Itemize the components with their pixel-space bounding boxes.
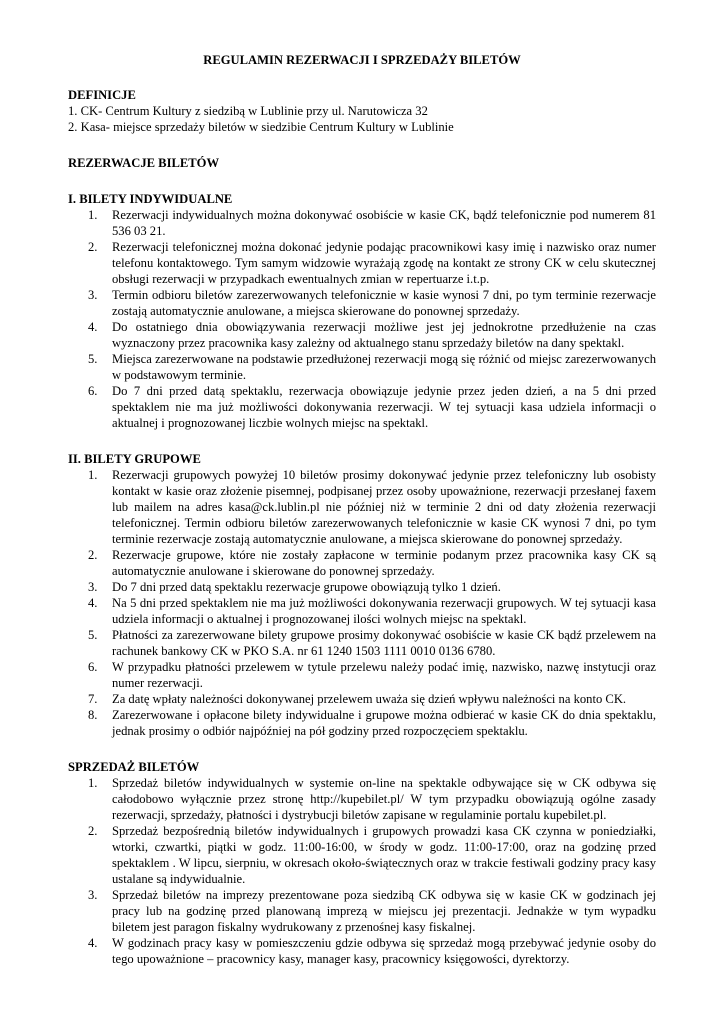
list-item-number: 1.: [88, 468, 98, 482]
list-item-text: W przypadku płatności przelewem w tytule przelewu należy podać imię, nazwisko, nazwę instytucji oraz numer rezerwacji.: [112, 660, 656, 690]
list-item-text: Do ostatniego dnia obowiązywania rezerwacji możliwe jest jej jednokrotne przedłużenie na czas wyznaczony przez pracownika kasy zależny od aktualnego stanu sprzedaży biletów na dany spektakl.: [112, 320, 656, 350]
reservations-heading: REZERWACJE BILETÓW: [68, 156, 220, 170]
list-item-text: Sprzedaż biletów na imprezy prezentowane poza siedzibą CK odbywa się w kasie CK w godzinach jej pracy lub na godzinę przed planowaną imprezą w miejscu jej prezentacji. Jednakże w tym wypadku biletem jest paragon fiskalny wydrukowany z przenośnej kasy fiskalnej.: [112, 888, 656, 934]
definition-item: 1. CK- Centrum Kultury z siedzibą w Lublinie przy ul. Narutowicza 32: [68, 104, 428, 118]
list-item: [68, 383, 656, 431]
list-item-number: 2.: [88, 548, 98, 562]
list-item-number: 6.: [88, 384, 98, 398]
list-item-number: 5.: [88, 628, 98, 642]
list-item-number: 6.: [88, 660, 98, 674]
list-item-text: Sprzedaż biletów indywidualnych w systemie on-line na spektakle odbywające się w CK odbywa się całodobowo wyłącznie przez stronę http://kupebilet.pl/ W tym przypadku obowiązują ogólne zasady rezerwacji, sprzedaży, płatności i dystrybucji biletów zapisane w regulaminie portalu kupebilet.pl.: [112, 776, 656, 822]
list-item: [68, 467, 656, 547]
list-item-text: Sprzedaż bezpośrednią biletów indywidualnych i grupowych prowadzi kasa CK czynna w poniedziałki, wtorki, czwartki, piątki w godz. 11:00-16:00, w środy w godz. 11:00-17:00, oraz na godzinę przed spektaklem . W lipcu, sierpniu, w okresach około-świątecznych oraz w trakcie festiwali godziny pracy kasy ustalane są indywidualnie.: [112, 824, 656, 886]
list-item-number: 4.: [88, 596, 98, 610]
list-item-number: 7.: [88, 692, 98, 706]
list-item: [68, 547, 656, 579]
list-item: [68, 887, 656, 935]
list-item: [68, 627, 656, 659]
list-item-number: 3.: [88, 288, 98, 302]
list-item-number: 3.: [88, 580, 98, 594]
ticket-sales-heading: SPRZEDAŻ BILETÓW: [68, 760, 200, 774]
list-item-text: Do 7 dni przed datą spektaklu rezerwacje grupowe obowiązują tylko 1 dzień.: [112, 580, 501, 594]
definition-item: 2. Kasa- miejsce sprzedaży biletów w siedzibie Centrum Kultury w Lublinie: [68, 120, 454, 134]
list-item: [68, 823, 656, 887]
list-item: [68, 351, 656, 383]
list-item-text: Do 7 dni przed datą spektaklu, rezerwacja obowiązuje jedynie przez jeden dzień, a na 5 dni przed spektaklem nie ma już możliwości dokonywania rezerwacji. W tej sytuacji kasa udziela informacji o aktualnej i prognozowanej liczbie wolnych miejsc na spektakl.: [112, 384, 656, 430]
list-item-number: 1.: [88, 776, 98, 790]
list-item-number: 2.: [88, 824, 98, 838]
list-item: [68, 579, 656, 595]
list-item: [68, 287, 656, 319]
list-item-text: Miejsca zarezerwowane na podstawie przedłużonej rezerwacji mogą się różnić od miejsc zarezerwowanych w podstawowym terminie.: [112, 352, 656, 382]
definitions-heading: DEFINICJE: [68, 88, 136, 102]
ticket-sales-list: [68, 775, 656, 967]
group-tickets-heading: II. BILETY GRUPOWE: [68, 452, 201, 466]
list-item-text: Na 5 dni przed spektaklem nie ma już możliwości dokonywania rezerwacji grupowych. W tej sytuacji kasa udziela informacji o aktualnej i prognozowanej ilości wolnych miejsc na spektakl.: [112, 596, 656, 626]
list-item-number: 3.: [88, 888, 98, 902]
list-item: [68, 319, 656, 351]
list-item-number: 2.: [88, 240, 98, 254]
list-item: [68, 659, 656, 691]
individual-tickets-list: [68, 207, 656, 431]
list-item-text: Rezerwacji grupowych powyżej 10 biletów prosimy dokonywać jedynie przez telefoniczny lub osobisty kontakt w kasie oraz złożenie pisemnej, podpisanej przez osoby upoważnione, rezerwacji przesłanej faxem lub mailem na adres kasa@ck.lublin.pl nie później niż w terminie 2 dni od daty złożenia rezerwacji telefonicznej. Termin odbioru biletów zarezerwowanych telefonicznie w kasie CK wynosi 7 dni, po tym terminie rezerwacje zostają automatycznie anulowane, a miejsca skierowane do ponownej sprzedaży.: [112, 468, 656, 546]
list-item: [68, 595, 656, 627]
list-item-number: 1.: [88, 208, 98, 222]
list-item-number: 4.: [88, 936, 98, 950]
list-item-text: Za datę wpłaty należności dokonywanej przelewem uważa się dzień wpływu należności na konto CK.: [112, 692, 627, 706]
list-item: [68, 239, 656, 287]
individual-tickets-heading: I. BILETY INDYWIDUALNE: [68, 192, 233, 206]
list-item-text: Rezerwacji telefonicznej można dokonać jedynie podając pracownikowi kasy imię i nazwisko oraz numer telefonu kontaktowego. Tym samym widzowie wyrażają zgodę na kontakt ze strony CK w celu skutecznej obsługi rezerwacji w przypadkach ewentualnych zmian w repertuarze i.t.p.: [112, 240, 656, 286]
list-item-text: Rezerwacji indywidualnych można dokonywać osobiście w kasie CK, bądź telefonicznie pod numerem 81 536 03 21.: [112, 208, 656, 238]
list-item-text: Termin odbioru biletów zarezerwowanych telefonicznie w kasie wynosi 7 dni, po tym terminie rezerwacje zostają automatycznie anulowane, a miejsca skierowane do ponownej sprzedaży.: [112, 288, 656, 318]
list-item-number: 8.: [88, 708, 98, 722]
list-item: [68, 775, 656, 823]
document-title: REGULAMIN REZERWACJI I SPRZEDAŻY BILETÓW: [203, 53, 521, 67]
list-item-text: Płatności za zarezerwowane bilety grupowe prosimy dokonywać osobiście w kasie CK bądź przelewem na rachunek bankowy CK w PKO S.A. nr 61 1240 1503 1111 0010 0136 6780.: [112, 628, 656, 658]
list-item-text: W godzinach pracy kasy w pomieszczeniu gdzie odbywa się sprzedaż mogą przebywać jedynie osoby do tego upoważnione – pracownicy kasy, manager kasy, pracownicy księgowości, dyrektorzy.: [112, 936, 656, 966]
list-item-text: Zarezerwowane i opłacone bilety indywidualne i grupowe można odbierać w kasie CK do dnia spektaklu, jednak prosimy o odbiór najpóźniej na pół godziny przed rozpoczęciem spektaklu.: [112, 708, 656, 738]
list-item-number: 5.: [88, 352, 98, 366]
group-tickets-list: [68, 467, 656, 739]
list-item-number: 4.: [88, 320, 98, 334]
list-item: [68, 207, 656, 239]
regulations-document: [68, 52, 656, 967]
list-item-text: Rezerwacje grupowe, które nie zostały zapłacone w terminie podanym przez pracownika kasy CK są automatycznie anulowane i skierowane do ponownej sprzedaży.: [112, 548, 656, 578]
list-item: [68, 707, 656, 739]
list-item: [68, 935, 656, 967]
list-item: [68, 691, 656, 707]
